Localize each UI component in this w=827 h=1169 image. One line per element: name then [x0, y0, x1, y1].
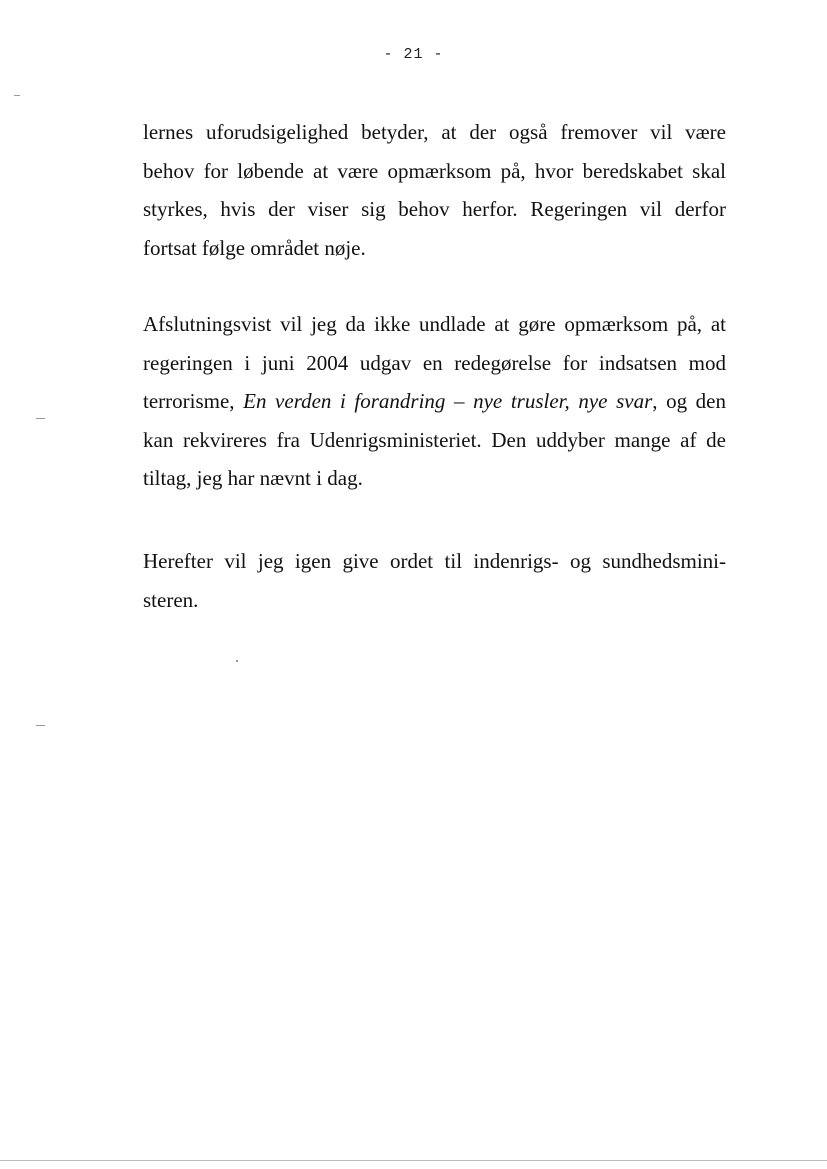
paragraph-3 [143, 542, 726, 619]
paragraph-line: kan rekvireres fra Udenrigsministeriet. Den uddyber mange af de [143, 427, 726, 452]
paragraph-1 [143, 113, 726, 267]
paragraph-line: tiltag, jeg har nævnt i dag. [143, 466, 363, 490]
scan-speck [36, 418, 45, 419]
paragraph-line: regeringen i juni 2004 udgav en redegørelse for indsatsen mod [143, 350, 726, 375]
publication-title: En verden i forandring – nye trusler, nye svar [243, 389, 653, 413]
paragraph-line: Herefter vil jeg igen give ordet til indenrigs- og sundhedsmini- [143, 549, 726, 573]
page-number: - 21 - [383, 46, 444, 63]
paragraph-line: lernes uforudsigelighed betyder, at der også fremover vil være [143, 120, 726, 144]
line-text-after-title: , og den [652, 389, 726, 413]
paragraph-line-with-title [143, 382, 726, 421]
paragraph-line: Afslutningsvist vil jeg da ikke undlade at gøre opmærksom på, at [143, 312, 726, 336]
scan-speck [14, 95, 20, 96]
scan-speck [236, 660, 238, 662]
paragraph-line: behov for løbende at være opmærksom på, hvor beredskabet skal [143, 158, 726, 183]
paragraph-line: styrkes, hvis der viser sig behov herfor. Regeringen vil derfor [143, 197, 726, 221]
line-text-before-title: terrorisme, [143, 389, 244, 413]
scan-speck [36, 725, 45, 726]
scan-bottom-edge [0, 1160, 827, 1161]
paragraph-2 [143, 305, 726, 498]
paragraph-line: steren. [143, 587, 199, 612]
paragraph-line: fortsat følge området nøje. [143, 235, 366, 260]
